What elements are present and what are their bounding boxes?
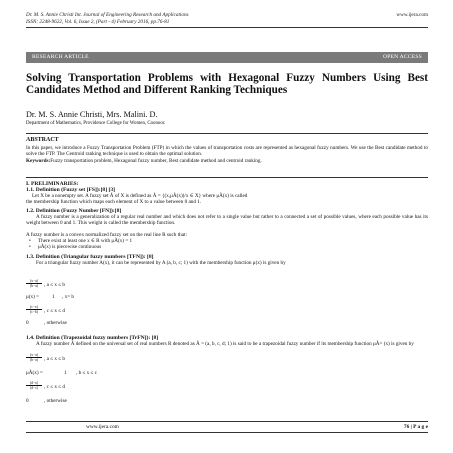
authors: Dr. M. S. Annie Christi, Mrs. Malini. D. <box>26 110 158 119</box>
trfn-condition-1: , a ≤ x ≤ b <box>44 356 65 362</box>
definition-1-3-heading: 1.3. Definition (Triangular fuzzy numbers [TFN]): [8] <box>26 254 154 260</box>
definition-1-3-text: For a triangular fuzzy number A(x), it can be represented by A (a, b, c; 1) with the membership function μ(x) is given by <box>36 260 286 266</box>
bullet-1: There exist at least one x ∈ R with μÃ(x) = 1 <box>38 238 133 244</box>
tfn-fraction-1-denominator: (b−a) <box>26 283 42 288</box>
definition-1-4-heading: 1.4. Definition (Trapezoidal fuzzy numbers [TrFN]): [8] <box>26 335 159 341</box>
trfn-fraction-1-denominator: (b−a) <box>26 357 42 362</box>
header-rule <box>26 27 428 28</box>
bullet-icon: • <box>29 244 31 250</box>
tfn-fraction-1 <box>26 279 42 288</box>
trfn-one: 1 <box>64 370 67 376</box>
definition-1-1-heading: 1.1. Definition (Fuzzy set [FS]):[8] [3] <box>26 187 116 193</box>
keywords <box>26 158 428 164</box>
trfn-otherwise: , otherwise <box>44 398 67 404</box>
trfn-zero: 0 <box>26 398 29 404</box>
journal-website[interactable]: www.ijera.com <box>396 12 428 18</box>
keywords-label: Keywords: <box>26 158 51 164</box>
definition-1-1-line-2: the membership function which maps each element of X to a value between 0 and 1. <box>26 199 202 205</box>
trfn-fraction-1-numerator: (x−a) <box>30 353 38 357</box>
abstract-text: In this paper, we introduce a Fuzzy Transportation Problem (FTP) in which the values of transportation costs are represented as hexagonal fuzzy numbers. We use the Best candidate method to solve the FTP. The Centroid ranking technique is used to obtain the optimal solution. <box>26 145 428 157</box>
tfn-condition-2: , x= b <box>62 294 75 300</box>
tfn-fraction-3 <box>26 305 42 314</box>
research-article-label: RESEARCH ARTICLE <box>32 54 89 60</box>
open-access-label: OPEN ACCESS <box>382 54 422 60</box>
footer-website[interactable]: www.ijera.com <box>86 424 119 430</box>
definition-1-2-text-2: A fuzzy number is a convex normalized fuzzy set on the real line R such that: <box>26 232 187 238</box>
tfn-fraction-3-denominator: (c−b) <box>26 309 42 314</box>
tfn-mu: μ(x) = <box>26 294 40 300</box>
tfn-fraction-1-numerator: (x−a) <box>30 279 38 283</box>
tfn-one: 1 <box>52 294 55 300</box>
issn-line: ISSN: 2248-9622, Vol. 6, Issue 2, (Part - 4) February 2016, pp.76-81 <box>26 19 170 25</box>
section-preliminaries: I. PRELIMINARIES: <box>26 181 79 187</box>
bullet-2: μÃ(x) is piecewise continuous <box>38 244 102 250</box>
keywords-text: Fuzzy transportation problem, Hexagonal fuzzy number, Best candidate method and centroid ranking. <box>50 158 262 164</box>
trfn-condition-2: , b ≤ x ≤ c <box>76 370 97 376</box>
trfn-fraction-3 <box>26 381 42 390</box>
abstract-heading: ABSTRACT <box>26 137 59 143</box>
trfn-fraction-3-denominator: (d−c) <box>26 385 42 390</box>
tfn-zero: 0 <box>26 320 29 326</box>
trfn-fraction-3-numerator: (d−x) <box>29 381 38 385</box>
abstract-box <box>26 133 428 178</box>
page-number: 76 | P a g e <box>403 424 428 430</box>
tfn-fraction-3-numerator: (c−x) <box>30 305 38 309</box>
trfn-mu: μÃ(x) = <box>26 370 43 376</box>
article-banner <box>26 52 428 63</box>
definition-1-2-text: A fuzzy number is a generalization of a regular real number and which does not refer to a single value but rather to a connected a set of possible values, where each possible value has its weight between 0 and 1. This weight is called the membership function. <box>26 214 428 227</box>
tfn-condition-3: , c ≤ x ≤ d <box>44 308 65 314</box>
definition-1-2-heading: 1.2. Definition (Fuzzy Number [FN]):[8] <box>26 208 122 214</box>
bullet-icon: • <box>29 238 31 244</box>
footer-rule-bottom <box>26 432 428 433</box>
tfn-condition-1: , a ≤ x ≤ b <box>44 282 65 288</box>
tfn-otherwise: , otherwise <box>44 320 67 326</box>
affiliation: Department of Mathematics, Providence College for Women, Coonoor. <box>26 121 166 126</box>
journal-name: Dr. M. S. Annie Christi Int. Journal of Engineering Research and Applications <box>26 12 189 18</box>
definition-1-4-text: A fuzzy number Ã defined on the universal set of real numbers R denoted as Ã = (a, b, c, d; 1) is said to be a trapezoidal fuzzy number if its membership function μÃ= (x) is given by <box>36 341 414 347</box>
article-title: Solving Transportation Problems with Hexagonal Fuzzy Numbers Using Best Candidates Method and Different Ranking Techniques <box>26 72 428 97</box>
paper-page <box>26 0 428 453</box>
definition-1-1-line-1: Let X be a nonempty set. A fuzzy set Ã of X is defined as Ã = {(x,μÃ(x))/x ∈ X} where μÃ(x) is called <box>32 193 248 199</box>
footer-rule <box>26 421 428 422</box>
trfn-condition-3: , c ≤ x ≤ d <box>44 384 65 390</box>
trfn-fraction-1 <box>26 353 42 362</box>
